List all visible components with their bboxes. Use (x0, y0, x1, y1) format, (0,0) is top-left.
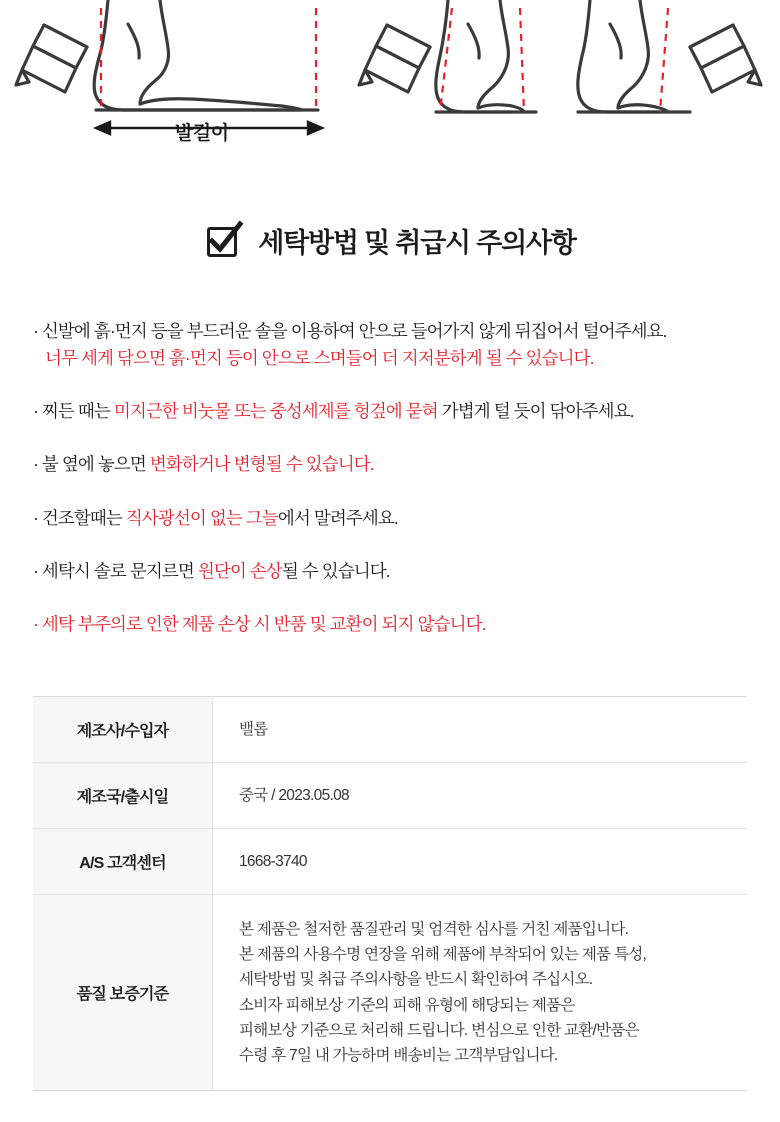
guide-line-toe-right (660, 8, 668, 112)
page-title: 세탁방법 및 취급시 주의사항 (258, 227, 576, 258)
table-row-label: 품질 보증기준 (33, 895, 213, 1091)
notice-text-pre: · 건조할때는 (33, 507, 126, 528)
notice-text-highlight: 직사광선이 없는 그늘 (125, 507, 278, 528)
notice-item (33, 318, 747, 372)
warranty-line: 본 제품은 철저한 품질관리 및 엄격한 심사를 거친 제품입니다. (239, 921, 629, 939)
notice-text-pre: · 세탁시 솔로 문지르면 (33, 560, 198, 581)
check-box-icon (204, 220, 244, 260)
table-row-warranty (33, 895, 747, 1091)
notice-line-1: · 신발에 흙·먼지 등을 부드러운 솔을 이용하여 안으로 들어가지 않게 뒤집어서 털어주세요. (33, 321, 667, 341)
warranty-line: 피해보상 기준으로 처리해 드립니다. 변심으로 인한 교환/반품은 (239, 1021, 639, 1039)
notice-text-highlight: 원단이 손상 (197, 560, 282, 581)
notice-item (33, 451, 747, 478)
notice-line-2: 너무 세게 닦으면 흙·먼지 등이 안으로 스며들어 더 지저분하게 될 수 있습니다. (45, 348, 594, 369)
table-row-label: 제조사/수입자 (33, 696, 213, 762)
care-notice-list (0, 318, 780, 638)
notice-item (33, 398, 747, 425)
table-row-value (213, 895, 748, 1091)
notice-text-pre: · 불 옆에 놓으면 (33, 454, 150, 475)
table-row-value: 중국 / 2023.05.08 (239, 786, 349, 804)
guide-line-front-right (520, 8, 524, 112)
notice-text-highlight: · 세탁 부주의로 인한 제품 손상 시 반품 및 교환이 되지 않습니다. (33, 613, 486, 634)
warranty-line: 수령 후 7일 내 가능하며 배송비는 고객부담입니다. (239, 1046, 558, 1064)
warranty-line: 세탁방법 및 취급 주의사항을 반드시 확인하여 주십시오. (239, 971, 593, 989)
warranty-line: 소비자 피해보상 기준의 피해 유형에 해당되는 제품은 (239, 996, 575, 1014)
table-row-label: A/S 고객센터 (33, 829, 213, 895)
notice-text-post: 될 수 있습니다. (281, 560, 390, 581)
foot-length-label: 발길이 (175, 123, 229, 144)
table-row (33, 762, 747, 828)
pencil-right-icon (690, 25, 761, 92)
pencil-left-icon (16, 25, 87, 92)
foot-measurement-illustration (0, 0, 780, 175)
table-row-value: 밸롭 (239, 720, 268, 738)
foot-measurement-diagram (0, 0, 780, 175)
notice-text-post: 가볍게 털 듯이 닦아주세요. (437, 401, 634, 422)
notice-item (33, 558, 747, 585)
notice-text-highlight: 미지근한 비눗물 또는 중성세제를 헝겊에 묻혀 (113, 401, 438, 422)
notice-text-post: 에서 말려주세요. (277, 507, 398, 528)
notice-item (33, 505, 747, 532)
pencil-middle-icon (359, 25, 430, 92)
product-info-table (33, 696, 747, 1091)
notice-text-pre: · 찌든 때는 (33, 401, 114, 422)
table-row (33, 696, 747, 762)
table-row-value: 1668-3740 (239, 853, 307, 871)
table-row (33, 829, 747, 895)
warranty-line: 본 제품의 사용수명 연장을 위해 제품에 부착되어 있는 제품 특성, (239, 946, 647, 964)
section-heading (0, 220, 780, 260)
table-row-label: 제조국/출시일 (33, 762, 213, 828)
notice-item (33, 611, 747, 638)
notice-text-highlight: 변화하거나 변형될 수 있습니다. (149, 454, 374, 475)
